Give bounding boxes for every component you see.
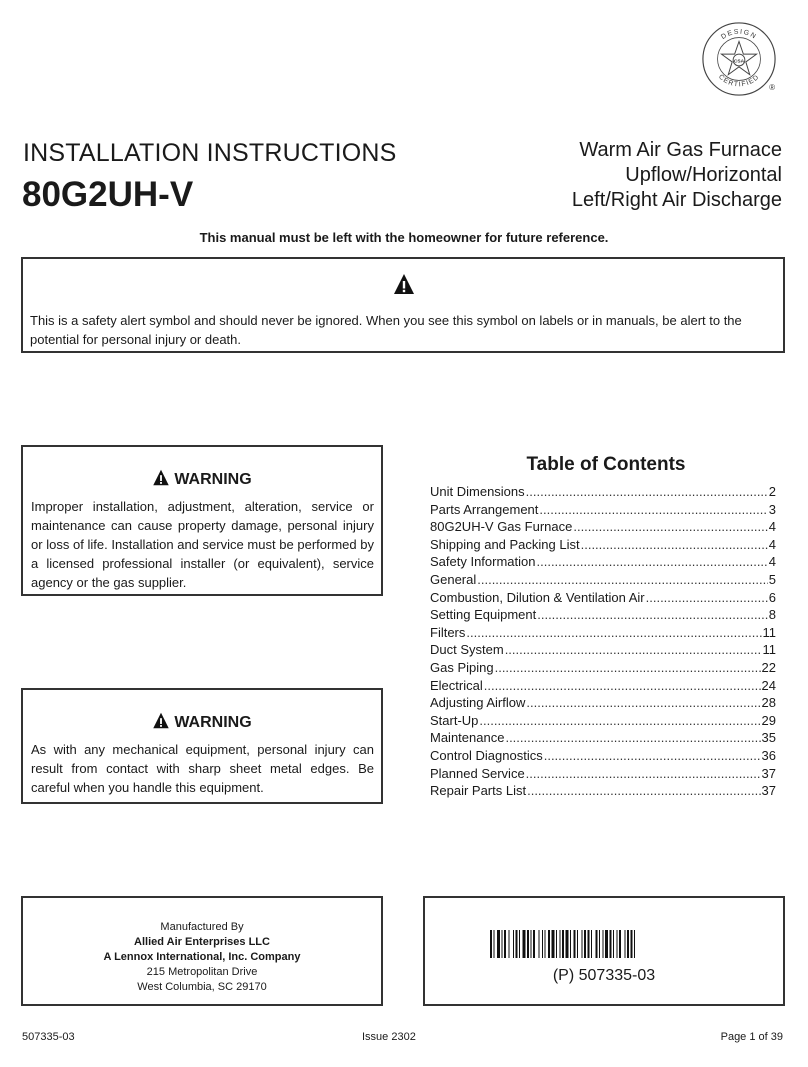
toc-entry-page: 4: [768, 536, 776, 552]
toc-leader-dots: [505, 641, 762, 659]
toc-entry: [430, 747, 776, 765]
warning-heading: [23, 712, 381, 732]
warning-text: As with any mechanical equipment, personal injury can result from contact with sharp sheet metal edges. Be careful when you handle this equipment.: [31, 742, 374, 795]
safety-alert-box: [21, 257, 785, 353]
svg-text:CERTIFIED: [717, 73, 761, 88]
toc-entry-label: Planned Service: [430, 765, 525, 781]
toc-entry-label: 80G2UH-V Gas Furnace: [430, 519, 573, 535]
toc-leader-dots: [526, 694, 760, 712]
toc-entry-page: 24: [761, 677, 776, 693]
footer-page: Page 1 of 39: [720, 1031, 783, 1043]
toc-leader-dots: [544, 747, 761, 765]
warning-title: WARNING: [174, 471, 252, 488]
toc-leader-dots: [581, 536, 768, 554]
table-of-contents: [430, 483, 776, 800]
toc-entry-page: 3: [768, 501, 776, 517]
toc-entry: [430, 729, 776, 747]
svg-text:DESIGN: [720, 29, 758, 41]
toc-entry-label: Unit Dimensions: [430, 484, 525, 499]
toc-entry-page: 2: [768, 484, 776, 499]
seal-center-text: CSA: [733, 59, 745, 65]
toc-entry-label: General: [430, 571, 477, 587]
seal-bottom-text: CERTIFIED: [716, 73, 762, 89]
toc-leader-dots: [484, 677, 761, 695]
toc-entry-label: Filters: [430, 624, 466, 640]
toc-leader-dots: [526, 483, 768, 501]
footer-doc-number: 507335-03: [22, 1031, 75, 1043]
toc-entry-label: Duct System: [430, 642, 504, 658]
toc-entry-page: 29: [761, 712, 776, 728]
toc-leader-dots: [526, 765, 761, 783]
toc-entry: [430, 606, 776, 624]
toc-leader-dots: [539, 501, 767, 519]
toc-leader-dots: [527, 782, 760, 800]
toc-entry-label: Parts Arrangement: [430, 501, 539, 517]
design-certified-seal: [700, 20, 778, 98]
toc-entry-label: Combustion, Dilution & Ventilation Air: [430, 589, 645, 605]
toc-entry-page: 28: [761, 695, 776, 711]
toc-entry: [430, 571, 776, 589]
manufacturer-company: Allied Air Enterprises LLC: [134, 936, 270, 948]
warning-box-sheet-metal: [21, 688, 383, 804]
toc-entry-page: 36: [761, 747, 776, 763]
part-number: (P) 507335-03: [552, 967, 656, 984]
toc-entry-page: 22: [761, 659, 776, 675]
toc-title: Table of Contents: [526, 454, 686, 475]
toc-entry-label: Control Diagnostics: [430, 747, 543, 763]
manufactured-by-label: Manufactured By: [160, 921, 244, 933]
toc-entry-label: Safety Information: [430, 554, 536, 570]
manufacturer-city: West Columbia, SC 29170: [137, 981, 267, 993]
toc-entry: [430, 624, 776, 642]
toc-entry: [430, 483, 776, 501]
toc-leader-dots: [537, 606, 768, 624]
toc-leader-dots: [466, 624, 761, 642]
safety-alert-triangle-icon: [393, 273, 415, 295]
toc-entry-page: 4: [768, 519, 776, 535]
toc-entry-label: Gas Piping: [430, 659, 494, 675]
product-line-2: Upflow/Horizontal: [625, 164, 782, 186]
toc-entry: [430, 589, 776, 607]
manufacturer-street: 215 Metropolitan Drive: [146, 966, 258, 978]
toc-entry: [430, 518, 776, 536]
toc-entry-page: 6: [768, 589, 776, 605]
manufacturer-box: [21, 896, 383, 1006]
toc-leader-dots: [477, 571, 768, 589]
manufacturer-parent: A Lennox International, Inc. Company: [103, 951, 301, 963]
toc-entry-label: Shipping and Packing List: [430, 536, 580, 552]
warning-title: WARNING: [174, 714, 252, 731]
footer-issue: Issue 2302: [362, 1031, 416, 1043]
toc-leader-dots: [537, 553, 768, 571]
toc-entry-label: Start-Up: [430, 712, 479, 728]
toc-entry: [430, 536, 776, 554]
homeowner-notice: This manual must be left with the homeowner for future reference.: [199, 230, 609, 245]
toc-entry: [430, 765, 776, 783]
toc-leader-dots: [646, 589, 768, 607]
product-line-1: Warm Air Gas Furnace: [579, 139, 782, 161]
toc-entry-page: 5: [768, 571, 776, 587]
warning-text: Improper installation, adjustment, alteration, service or maintenance can cause property damage, personal injury or loss of life. Installation and service must be performed by a licensed professional installer (or equivalent), service agency or the gas supplier.: [31, 499, 374, 590]
toc-entry-page: 35: [761, 730, 776, 746]
seal-top-text: DESIGN: [720, 28, 758, 41]
toc-entry: [430, 694, 776, 712]
product-line-3: Left/Right Air Discharge: [571, 189, 782, 211]
toc-entry: [430, 641, 776, 659]
toc-leader-dots: [479, 712, 760, 730]
toc-entry-page: 37: [761, 765, 776, 781]
toc-entry-page: 4: [768, 554, 776, 570]
toc-entry: [430, 659, 776, 677]
barcode-box: [423, 896, 785, 1006]
toc-entry: [430, 677, 776, 695]
toc-entry: [430, 501, 776, 519]
warning-heading: [23, 469, 381, 489]
toc-entry-page: 37: [761, 783, 776, 799]
warning-triangle-icon: [152, 712, 170, 729]
toc-entry-page: 11: [762, 624, 776, 640]
toc-entry-page: 11: [762, 642, 776, 658]
toc-entry: [430, 553, 776, 571]
barcode-image: [490, 930, 722, 958]
model-number: 80G2UH-V: [22, 175, 194, 214]
document-type: INSTALLATION INSTRUCTIONS: [23, 139, 397, 167]
warning-box-installation: [21, 445, 383, 596]
registered-mark: ®: [769, 83, 775, 93]
toc-entry-label: Maintenance: [430, 730, 505, 746]
toc-entry-label: Repair Parts List: [430, 783, 527, 799]
toc-entry-page: 8: [768, 607, 776, 623]
toc-leader-dots: [505, 729, 760, 747]
toc-entry-label: Electrical: [430, 677, 483, 693]
toc-entry: [430, 712, 776, 730]
toc-entry-label: Setting Equipment: [430, 607, 537, 623]
toc-entry-label: Adjusting Airflow: [430, 695, 526, 711]
safety-alert-text: This is a safety alert symbol and should never be ignored. When you see this symbol on labels or in manuals, be alert to the potential for personal injury or death.: [30, 313, 742, 347]
toc-leader-dots: [573, 518, 767, 536]
toc-leader-dots: [495, 659, 761, 677]
warning-triangle-icon: [152, 469, 170, 486]
toc-entry: [430, 782, 776, 800]
